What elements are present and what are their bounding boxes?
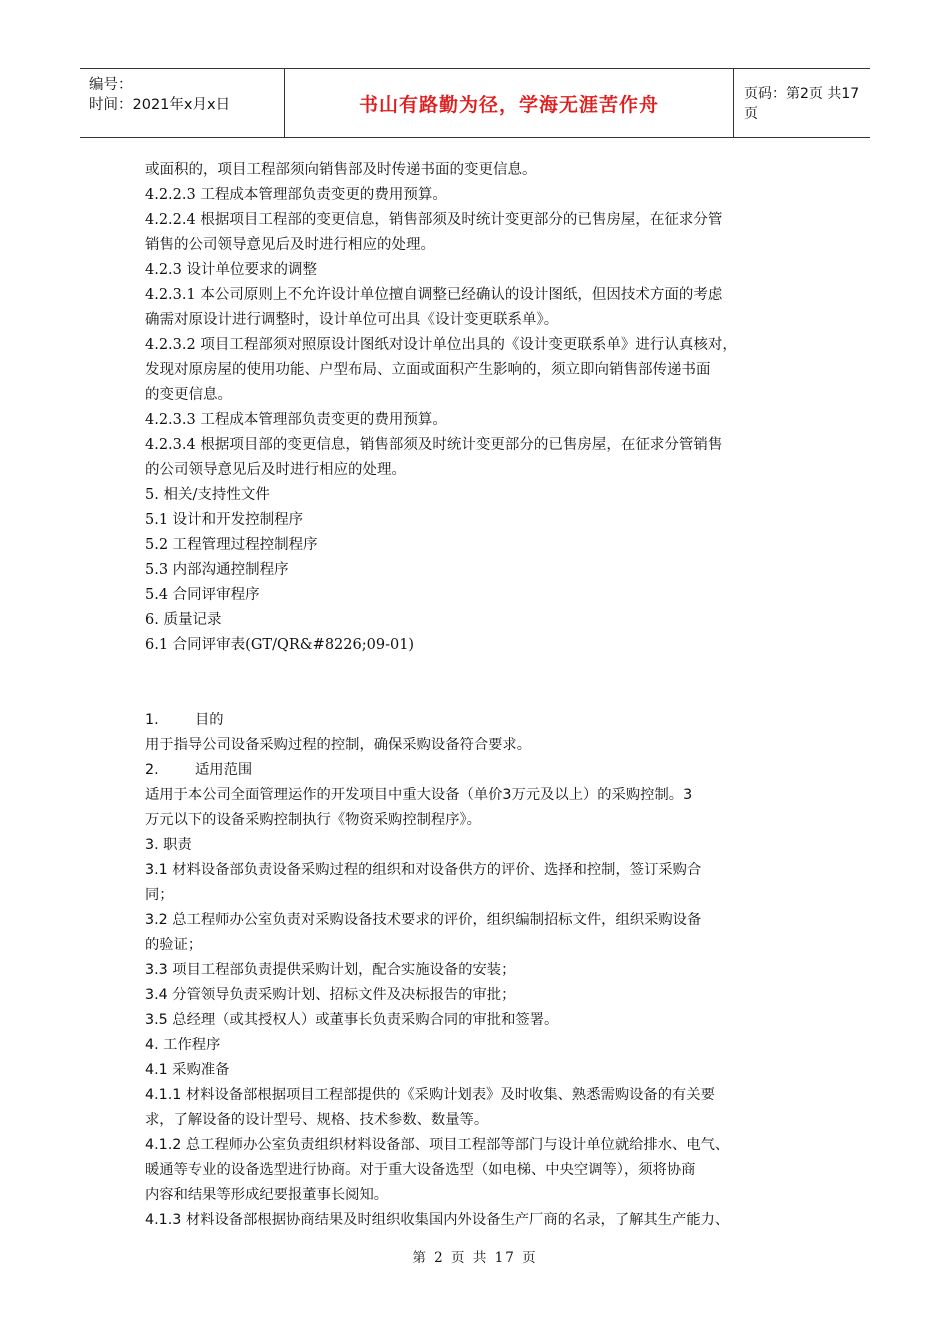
- text-line: 的验证；: [145, 937, 203, 953]
- heading-number: 1.: [145, 712, 159, 728]
- text-line: 6. 质量记录: [145, 612, 222, 628]
- text-line: 4.2.3.3 工程成本管理部负责变更的费用预算。: [145, 412, 447, 428]
- section-procedure: [145, 783, 825, 1233]
- text-line: 销售的公司领导意见后及时进行相应的处理。: [145, 237, 435, 253]
- text-line: 3.2 总工程师办公室负责对采购设备技术要求的评价，组织编制招标文件，组织采购设备: [145, 912, 702, 928]
- text-line: 4.1.2 总工程师办公室负责组织材料设备部、项目工程部等部门与设计单位就给排水、电气、: [145, 1137, 730, 1153]
- header-motto-cell: [284, 69, 734, 137]
- text-line: 万元以下的设备采购控制执行《物资采购控制程序》。: [145, 812, 481, 828]
- section-continuation: [145, 158, 825, 658]
- text-line: 4.2.2.4 根据项目工程部的变更信息，销售部须及时统计变更部分的已售房屋，在征求分管: [145, 212, 723, 228]
- header-motto: 书山有路勤为径，学海无涯苦作舟: [358, 93, 659, 116]
- text-line: 5.2 工程管理过程控制程序: [145, 537, 318, 553]
- heading-number: 2.: [145, 762, 159, 778]
- document-number-label: 编号：: [89, 77, 133, 93]
- header-meta: [80, 69, 284, 137]
- page-footer: 第 2 页 共 17 页: [412, 1250, 538, 1266]
- text-line: 或面积的，项目工程部须向销售部及时传递书面的变更信息。: [145, 162, 537, 178]
- text-line: 5. 相关/支持性文件: [145, 487, 270, 503]
- heading-title: 目的: [195, 712, 224, 728]
- header-page-info: 页码：第2页 共17页: [744, 86, 860, 122]
- text-line: 的公司领导意见后及时进行相应的处理。: [145, 462, 406, 478]
- heading-title: 适用范围: [195, 762, 253, 778]
- page-header: [80, 68, 870, 138]
- text-line: 3.1 材料设备部负责设备采购过程的组织和对设备供方的评价、选择和控制，签订采购合: [145, 862, 702, 878]
- text-line: 4.2.3 设计单位要求的调整: [145, 262, 318, 278]
- text-line: 5.1 设计和开发控制程序: [145, 512, 304, 528]
- document-body: [145, 158, 825, 1233]
- paragraph-purpose: 用于指导公司设备采购过程的控制，确保采购设备符合要求。: [145, 737, 532, 753]
- text-line: 4. 工作程序: [145, 1037, 221, 1053]
- text-line: 发现对原房屋的使用功能、户型布局、立面或面积产生影响的，须立即向销售部传递书面: [145, 362, 711, 378]
- heading-purpose: [145, 708, 825, 733]
- text-line: 4.1.3 材料设备部根据协商结果及时组织收集国内外设备生产厂商的名录，了解其生产能力、: [145, 1212, 730, 1228]
- text-line: 3. 职责: [145, 837, 192, 853]
- text-line: 适用于本公司全面管理运作的开发项目中重大设备（单价3万元及以上）的采购控制。3: [145, 787, 693, 803]
- heading-scope: [145, 758, 825, 783]
- text-line: 4.2.3.2 项目工程部须对照原设计图纸对设计单位出具的《设计变更联系单》进行认真核对，: [145, 337, 737, 353]
- text-line: 3.3 项目工程部负责提供采购计划，配合实施设备的安装；: [145, 962, 516, 978]
- text-line: 同；: [145, 887, 174, 903]
- document-date: 时间：2021年x月x日: [89, 97, 231, 113]
- text-line: 求，了解设备的设计型号、规格、技术参数、数量等。: [145, 1112, 489, 1128]
- text-line: 的变更信息。: [145, 387, 232, 403]
- text-line: 4.2.2.3 工程成本管理部负责变更的费用预算。: [145, 187, 447, 203]
- section-gap: [145, 658, 825, 708]
- text-line: 4.1.1 材料设备部根据项目工程部提供的《采购计划表》及时收集、熟悉需购设备的有关要: [145, 1087, 715, 1103]
- text-line: 3.5 总经理（或其授权人）或董事长负责采购合同的审批和签署。: [145, 1012, 559, 1028]
- text-line: 4.2.3.4 根据项目部的变更信息，销售部须及时统计变更部分的已售房屋，在征求分管销售: [145, 437, 723, 453]
- text-line: 4.2.3.1 本公司原则上不允许设计单位擅自调整已经确认的设计图纸，但因技术方面的考虑: [145, 287, 723, 303]
- text-line: 5.3 内部沟通控制程序: [145, 562, 289, 578]
- text-line: 暖通等专业的设备选型进行协商。对于重大设备选型（如电梯、中央空调等），须将协商: [145, 1162, 696, 1178]
- text-line: 4.1 采购准备: [145, 1062, 230, 1078]
- text-line: 确需对原设计进行调整时，设计单位可出具《设计变更联系单》。: [145, 312, 559, 328]
- text-line: 内容和结果等形成纪要报董事长阅知。: [145, 1187, 389, 1203]
- text-line: 5.4 合同评审程序: [145, 587, 260, 603]
- text-line: 6.1 合同评审表(GT/QR&#8226;09-01): [145, 637, 415, 653]
- text-line: 3.4 分管领导负责采购计划、招标文件及决标报告的审批；: [145, 987, 516, 1003]
